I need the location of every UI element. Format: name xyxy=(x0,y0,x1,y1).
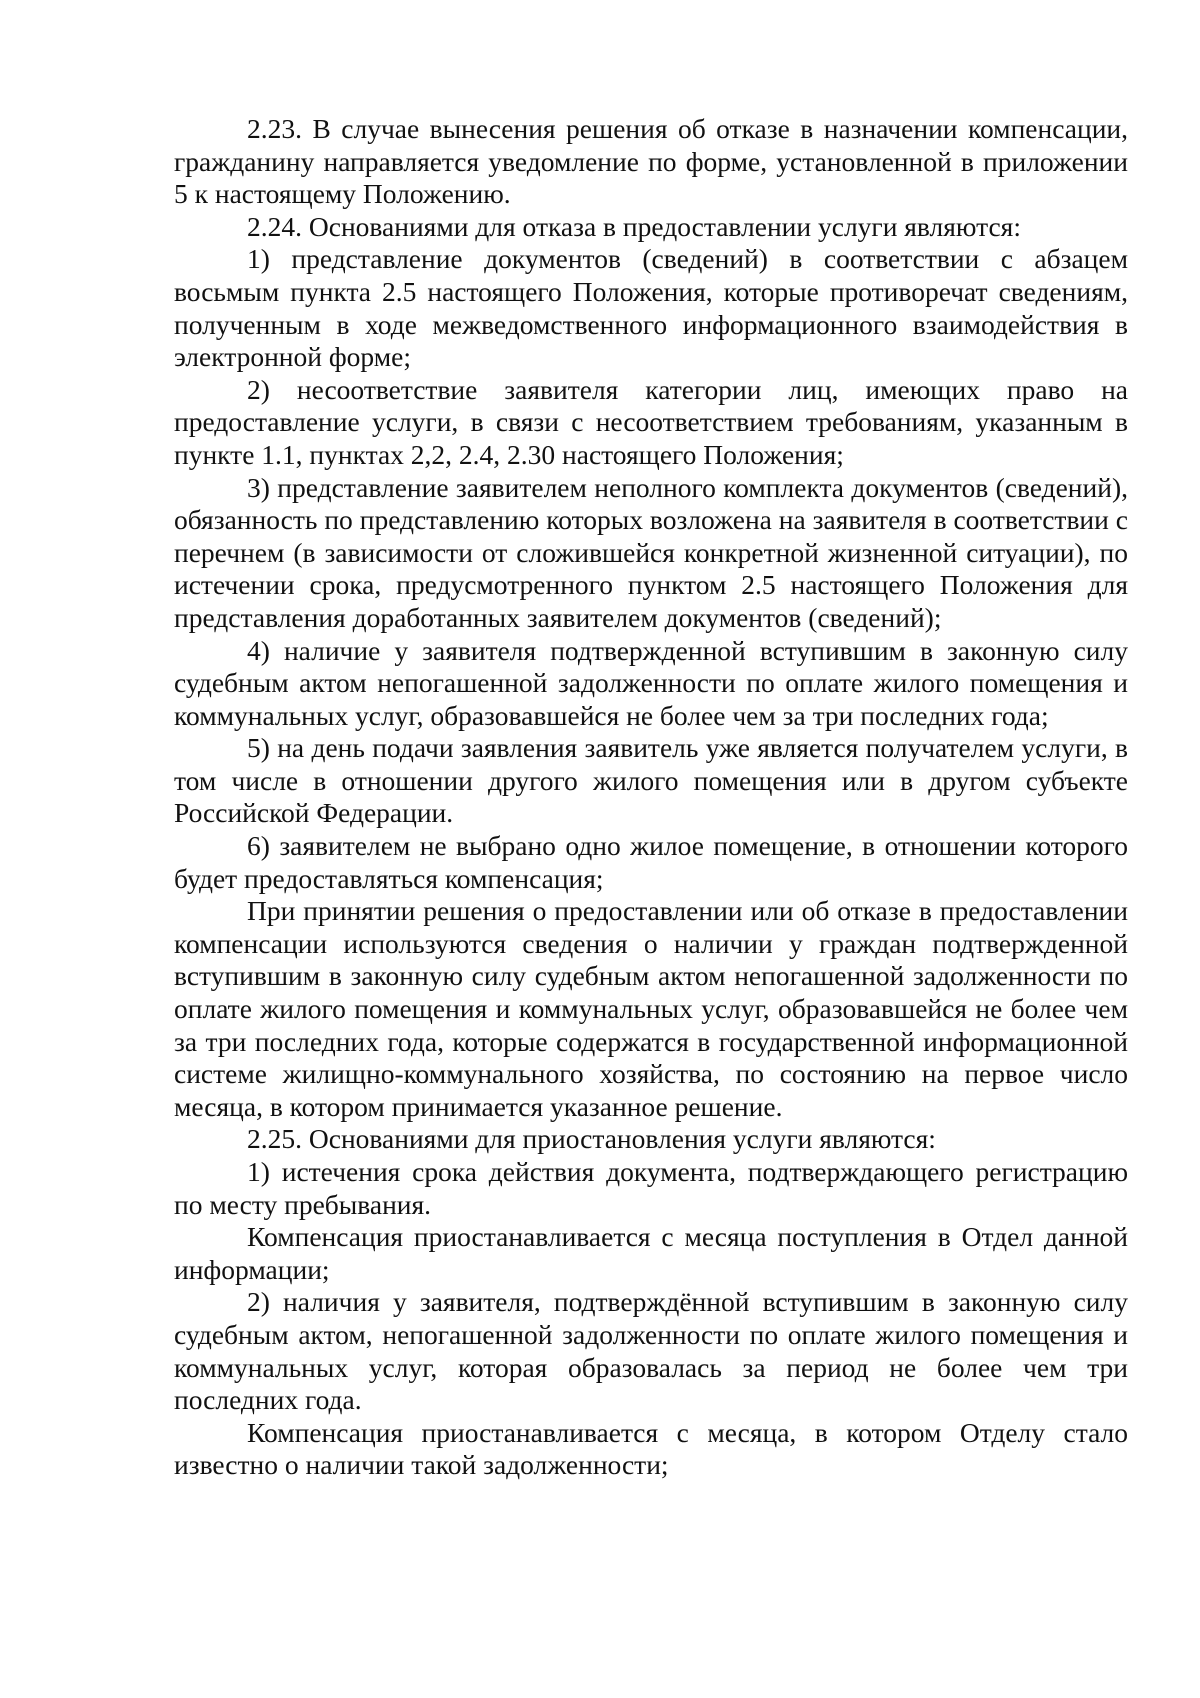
paragraph-2-24-item-1: 1) представление документов (сведений) в соответствии с абзацем восьмым пункта 2.5 настоящего Положения, которые противоречат сведениям, полученным в ходе межведомственного информационного взаимодействия в электронной форме; xyxy=(174,243,1128,373)
paragraph-2-23: 2.23. В случае вынесения решения об отказе в назначении компенсации, гражданину направляется уведомление по форме, установленной в приложении 5 к настоящему Положению. xyxy=(174,113,1128,210)
paragraph-2-25-heading: 2.25. Основаниями для приостановления услуги являются: xyxy=(247,1123,936,1155)
paragraph-suspension-note-1: Компенсация приостанавливается с месяца поступления в Отдел данной информации; xyxy=(174,1221,1128,1285)
paragraph-suspension-note-2: Компенсация приостанавливается с месяца, в котором Отделу стало известно о наличии такой задолженности; xyxy=(174,1416,1128,1481)
paragraph-decision-info: При принятии решения о предоставлении или об отказе в предоставлении компенсации используются сведения о наличии у граждан подтвержденной вступившим в законную силу судебным актом непогашенной задолженности по оплате жилого помещения и коммунальных услуг, образовавшейся не более чем за три последних года, которые содержатся в государственной информационной системе жилищно-коммунального хозяйства, по состоянию на первое число месяца, в котором принимается указанное решение. xyxy=(174,895,1128,1122)
document-body xyxy=(174,113,1128,1482)
paragraph-2-24-heading: 2.24. Основаниями для отказа в предоставлении услуги являются: xyxy=(247,210,1021,242)
paragraph-2-24-item-6: 6) заявителем не выбрано одно жилое помещение, в отношении которого будет предоставляться компенсация; xyxy=(174,830,1128,894)
paragraph-2-25-item-1: 1) истечения срока действия документа, подтверждающего регистрацию по месту пребывания. xyxy=(174,1156,1128,1220)
paragraph-2-24-item-2: 2) несоответствие заявителя категории лиц, имеющих право на предоставление услуги, в связи с несоответствием требованиям, указанным в пункте 1.1, пунктах 2,2, 2.4, 2.30 настоящего Положения; xyxy=(174,373,1128,470)
paragraph-2-24-item-4: 4) наличие у заявителя подтвержденной вступившим в законную силу судебным актом непогашенной задолженности по оплате жилого помещения и коммунальных услуг, образовавшейся не более чем за три последних года; xyxy=(174,634,1128,731)
paragraph-2-24-item-3: 3) представление заявителем неполного комплекта документов (сведений), обязанность по представлению которых возложена на заявителя в соответствии с перечнем (в зависимости от сложившейся конкретной жизненной ситуации), по истечении срока, предусмотренного пунктом 2.5 настоящего Положения для представления доработанных заявителем документов (сведений); xyxy=(174,471,1128,633)
paragraph-2-24-item-5: 5) на день подачи заявления заявитель уже является получателем услуги, в том числе в отношении другого жилого помещения или в другом субъекте Российской Федерации. xyxy=(174,732,1128,829)
paragraph-2-25-item-2: 2) наличия у заявителя, подтверждённой вступившим в законную силу судебным актом, непогашенной задолженности по оплате жилого помещения и коммунальных услуг, которая образовалась за период не более чем три последних года. xyxy=(174,1286,1128,1416)
